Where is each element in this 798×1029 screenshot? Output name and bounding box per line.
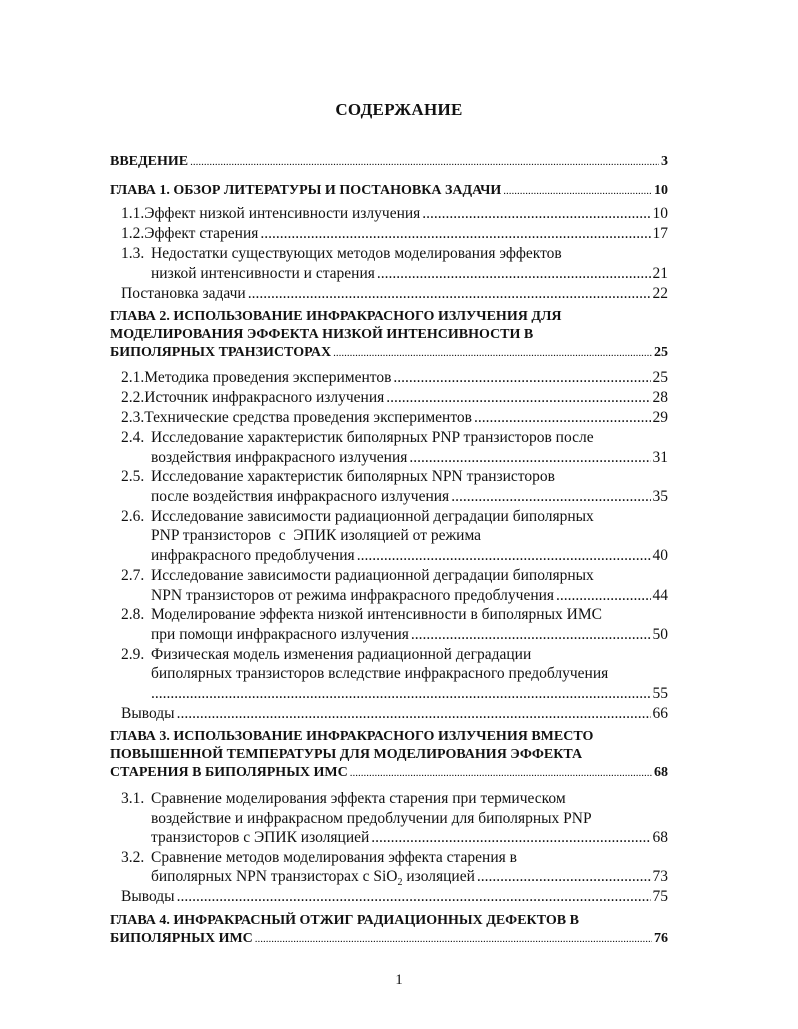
- toc-page-number: 10: [654, 183, 668, 198]
- toc-page-number: 75: [652, 888, 668, 905]
- toc-entry-text: Недостатки существующих методов моделирования эффектов: [151, 245, 562, 262]
- toc-entry-2-8-line2[interactable]: [151, 626, 668, 644]
- toc-entry-2-6-line1[interactable]: [121, 508, 594, 526]
- toc-entry-text: Методика проведения экспериментов: [144, 369, 392, 386]
- toc-entry-text: Исследование зависимости радиационной деградации биполярных: [151, 508, 594, 525]
- toc-page-number: 66: [652, 705, 668, 722]
- toc-section-number: 2.2.: [121, 389, 145, 406]
- toc-section-number: 1.1.: [121, 205, 145, 222]
- toc-entry-text: Выводы: [121, 705, 175, 722]
- toc-entry-text: инфракрасного предоблучения: [151, 547, 355, 564]
- toc-entry-text: Моделирование эффекта низкой интенсивности в биполярных ИМС: [151, 606, 602, 623]
- toc-entry-text: Эффект старения: [144, 225, 259, 242]
- toc-entry-2-5-line1[interactable]: [121, 468, 555, 486]
- toc-page-number: 68: [652, 829, 668, 846]
- toc-page-number: 40: [652, 547, 668, 564]
- toc-entry-text: Исследование зависимости радиационной деградации биполярных: [151, 567, 594, 584]
- leader-dots: [177, 705, 651, 723]
- toc-page-number: 31: [652, 449, 668, 466]
- subscript: 2: [397, 877, 403, 889]
- leader-dots: [409, 449, 650, 467]
- toc-chapter-title: ГЛАВА 1. ОБЗОР ЛИТЕРАТУРЫ И ПОСТАНОВКА ЗАДАЧИ: [110, 183, 502, 198]
- leader-dots: [422, 205, 650, 223]
- toc-entry-text: после воздействия инфракрасного излучения: [151, 488, 450, 505]
- leader-dots: [333, 345, 652, 361]
- toc-entry-2-6-line2[interactable]: PNP транзисторов с ЭПИК изоляцией от режима: [151, 527, 482, 544]
- toc-entry-3-1-line1[interactable]: [121, 790, 566, 808]
- toc-entry-text: Сравнение методов моделирования эффекта старения в: [151, 849, 517, 866]
- leader-dots: [393, 369, 650, 387]
- leader-dots: [474, 409, 651, 427]
- toc-page-number: 44: [652, 587, 668, 604]
- leader-dots: [477, 868, 651, 886]
- toc-page-number: 10: [652, 205, 668, 222]
- toc-entry-task[interactable]: [121, 285, 668, 303]
- toc-entry-2-3[interactable]: [121, 409, 668, 427]
- toc-section-number: 2.7.: [121, 567, 145, 584]
- toc-chapter-2-line2[interactable]: МОДЕЛИРОВАНИЯ ЭФФЕКТА НИЗКОЙ ИНТЕНСИВНОСТИ В: [110, 327, 534, 342]
- toc-section-number: 2.3.: [121, 409, 145, 426]
- leader-dots: [248, 285, 651, 303]
- toc-section-number: 2.9.: [121, 646, 145, 663]
- toc-entry-1-1[interactable]: [121, 205, 668, 223]
- toc-entry-text: низкой интенсивности и старения: [151, 265, 375, 282]
- leader-dots: [451, 488, 650, 506]
- toc-page-number: 25: [652, 369, 668, 386]
- leader-dots: [556, 587, 650, 605]
- toc-entry-3-2-line2[interactable]: [151, 868, 668, 888]
- toc-entry-text: NPN транзисторов от режима инфракрасного предоблучения: [151, 587, 555, 604]
- toc-chapter-title: СТАРЕНИЯ В БИПОЛЯРНЫХ ИМС: [110, 765, 348, 780]
- toc-page-number: 25: [654, 345, 668, 360]
- toc-section-number: 2.4.: [121, 429, 145, 446]
- toc-entry-2-1[interactable]: [121, 369, 668, 387]
- leader-dots: [190, 154, 659, 170]
- leader-dots: [411, 626, 651, 644]
- toc-entry-text: Эффект низкой интенсивности излучения: [144, 205, 421, 222]
- toc-entry-2-4-line1[interactable]: [121, 429, 594, 447]
- toc-page-number: 22: [652, 285, 668, 302]
- toc-entry-2-4-line2[interactable]: [151, 449, 668, 467]
- toc-chapter-1[interactable]: [110, 183, 668, 199]
- toc-entry-ch2-conclusions[interactable]: [121, 705, 668, 723]
- leader-dots: [386, 389, 650, 407]
- toc-entry-text: [151, 868, 475, 888]
- leader-dots: [260, 225, 650, 243]
- toc-entry-1-3-line2[interactable]: [151, 265, 668, 283]
- toc-page-number: 29: [652, 409, 668, 426]
- toc-chapter-3-line1[interactable]: ГЛАВА 3. ИСПОЛЬЗОВАНИЕ ИНФРАКРАСНОГО ИЗЛУЧЕНИЯ ВМЕСТО: [110, 729, 594, 744]
- toc-entry-text: воздействия инфракрасного излучения: [151, 449, 408, 466]
- toc-entry-text: Физическая модель изменения радиационной деградации: [151, 646, 532, 663]
- toc-entry-text: ВВЕДЕНИЕ: [110, 154, 189, 169]
- toc-section-number: 1.3.: [121, 245, 145, 262]
- toc-page-number: 68: [654, 765, 668, 780]
- toc-entry-2-5-line2[interactable]: [151, 488, 668, 506]
- leader-dots: [255, 931, 652, 947]
- toc-entry-2-7-line2[interactable]: [151, 587, 668, 605]
- toc-entry-text: при помощи инфракрасного излучения: [151, 626, 409, 643]
- toc-entry-text-part: изоляцией: [402, 868, 475, 885]
- toc-page-number: 28: [652, 389, 668, 406]
- toc-entry-2-6-line3[interactable]: [151, 547, 668, 565]
- toc-page-number: 55: [652, 685, 668, 702]
- toc-entry-2-7-line1[interactable]: [121, 567, 594, 585]
- toc-chapter-4-line1[interactable]: ГЛАВА 4. ИНФРАКРАСНЫЙ ОТЖИГ РАДИАЦИОННЫХ ДЕФЕКТОВ В: [110, 913, 579, 928]
- toc-page-number: 50: [652, 626, 668, 643]
- toc-section-number: 3.1.: [121, 790, 145, 807]
- toc-entry-text-part: биполярных NPN транзисторах с SiO: [151, 868, 398, 885]
- toc-entry-intro[interactable]: [110, 154, 668, 170]
- toc-chapter-2-line3[interactable]: [110, 345, 668, 361]
- toc-entry-2-8-line1[interactable]: [121, 606, 602, 624]
- toc-entry-text: Выводы: [121, 888, 175, 905]
- toc-chapter-3-line3[interactable]: [110, 765, 668, 781]
- toc-entry-3-2-line1[interactable]: [121, 849, 517, 867]
- toc-entry-text: Технические средства проведения экспериментов: [144, 409, 472, 426]
- toc-entry-text: Постановка задачи: [121, 285, 246, 302]
- toc-chapter-4-line2[interactable]: [110, 931, 668, 947]
- toc-entry-2-9-line1[interactable]: [121, 646, 531, 664]
- toc-chapter-3-line2[interactable]: ПОВЫШЕННОЙ ТЕМПЕРАТУРЫ ДЛЯ МОДЕЛИРОВАНИЯ ЭФФЕКТА: [110, 747, 583, 762]
- leader-dots: [177, 888, 651, 906]
- toc-chapter-title: БИПОЛЯРНЫХ ИМС: [110, 931, 253, 946]
- toc-chapter-2-line1[interactable]: ГЛАВА 2. ИСПОЛЬЗОВАНИЕ ИНФРАКРАСНОГО ИЗЛУЧЕНИЯ ДЛЯ: [110, 309, 562, 324]
- leader-dots: [350, 765, 652, 781]
- toc-entry-2-2[interactable]: [121, 389, 668, 407]
- leader-dots: [371, 829, 650, 847]
- toc-entry-2-9-line3[interactable]: [151, 685, 668, 703]
- toc-page-number: 76: [654, 931, 668, 946]
- toc-section-number: 3.2.: [121, 849, 145, 866]
- toc-page-number: 3: [661, 154, 668, 169]
- page-number: 1: [395, 972, 403, 988]
- page-title: СОДЕРЖАНИЕ: [335, 100, 463, 119]
- toc-section-number: 2.5.: [121, 468, 145, 485]
- toc-entry-ch3-conclusions[interactable]: [121, 888, 668, 906]
- leader-dots: [357, 547, 651, 565]
- toc-entry-text: Исследование характеристик биполярных PNP транзисторов после: [151, 429, 594, 446]
- toc-entry-text: Сравнение моделирования эффекта старения при термическом: [151, 790, 566, 807]
- leader-dots: [503, 183, 652, 199]
- toc-entry-3-1-line2[interactable]: воздействие и инфракрасном предоблучении для биполярных PNP: [151, 810, 592, 827]
- toc-entry-text: транзисторов с ЭПИК изоляцией: [151, 829, 370, 846]
- toc-section-number: 1.2.: [121, 225, 145, 242]
- toc-entry-3-1-line3[interactable]: [151, 829, 668, 847]
- toc-page-number: 17: [652, 225, 668, 242]
- toc-entry-text: Источник инфракрасного излучения: [144, 389, 385, 406]
- toc-page-number: 21: [652, 265, 668, 282]
- toc-entry-2-9-line2[interactable]: биполярных транзисторов вследствие инфракрасного предоблучения: [151, 665, 609, 682]
- toc-entry-1-2[interactable]: [121, 225, 668, 243]
- toc-page-number: 73: [652, 868, 668, 885]
- toc-page-number: 35: [652, 488, 668, 505]
- toc-entry-text: Исследование характеристик биполярных NPN транзисторов: [151, 468, 555, 485]
- toc-section-number: 2.1.: [121, 369, 145, 386]
- toc-entry-1-3-line1[interactable]: [121, 245, 562, 263]
- toc-section-number: 2.8.: [121, 606, 145, 623]
- leader-dots: [377, 265, 651, 283]
- leader-dots: [151, 685, 651, 703]
- toc-chapter-title: БИПОЛЯРНЫХ ТРАНЗИСТОРАХ: [110, 345, 332, 360]
- toc-section-number: 2.6.: [121, 508, 145, 525]
